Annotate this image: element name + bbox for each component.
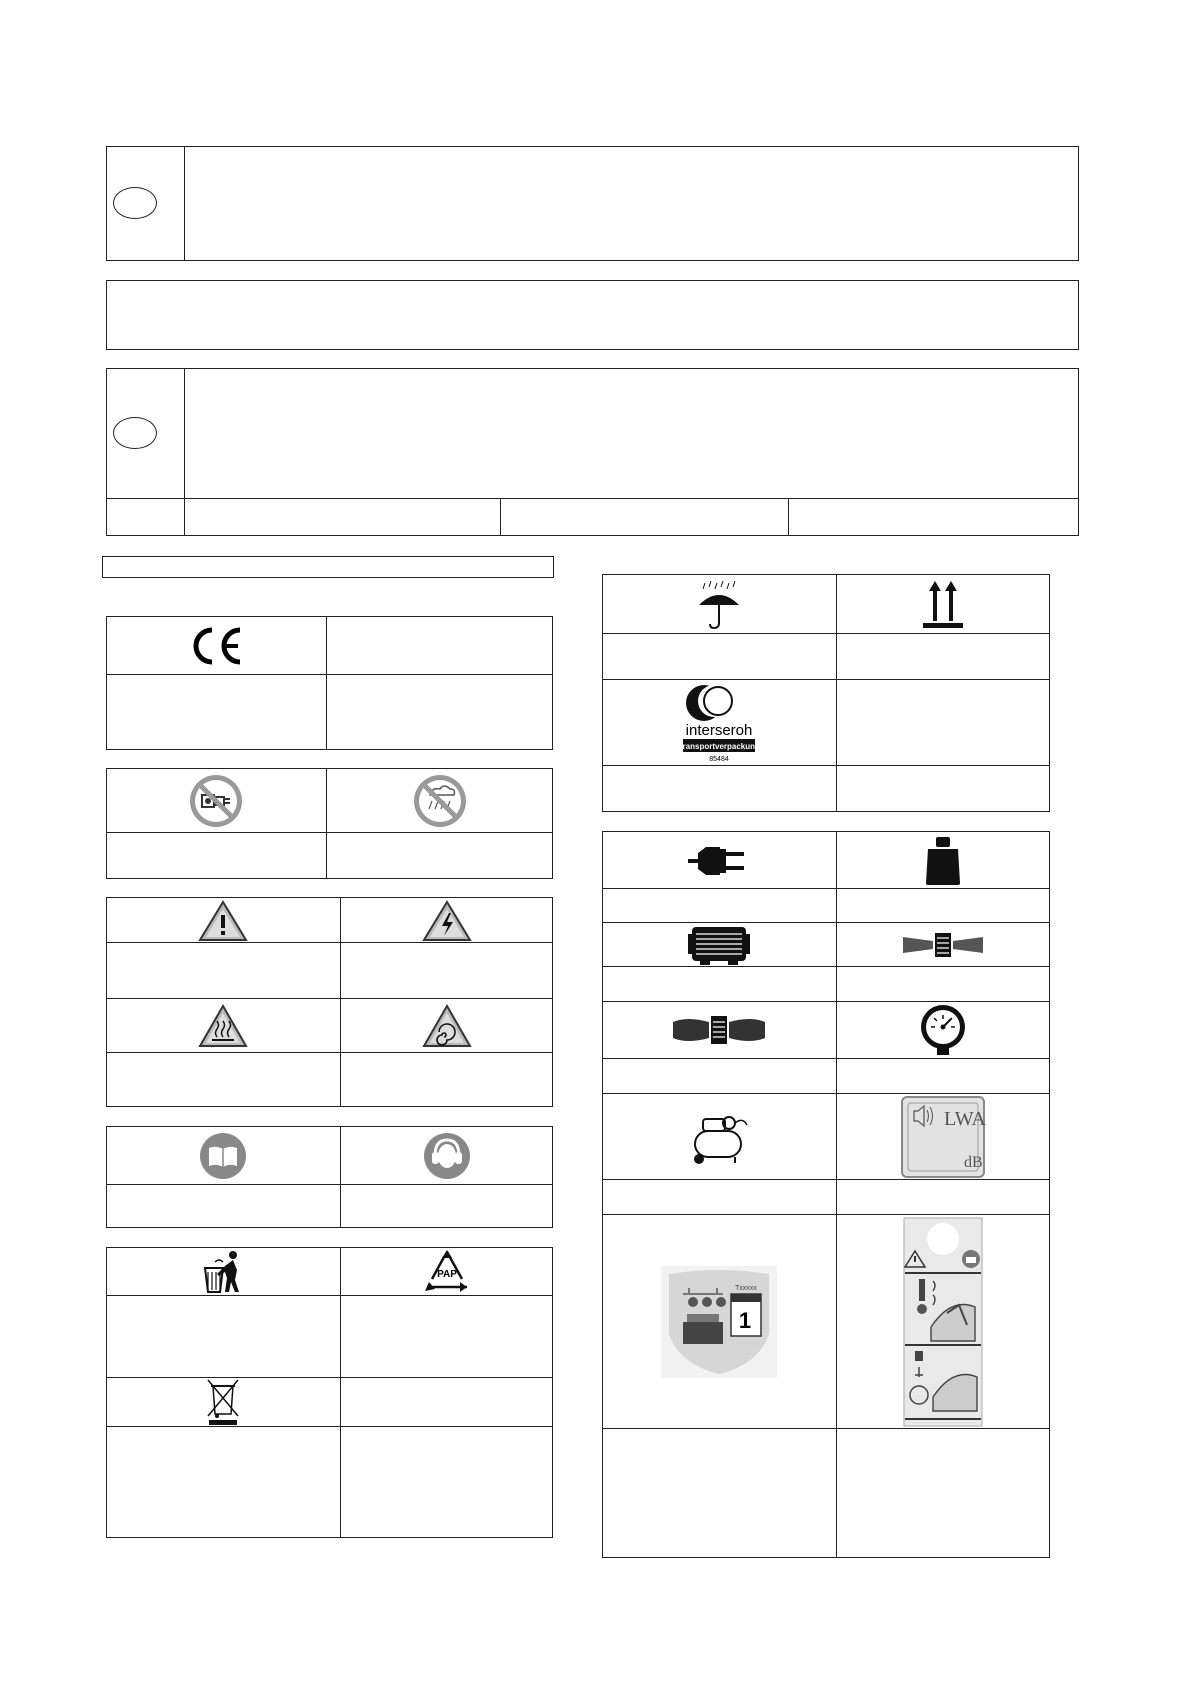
maintenance-small-text: Txxxxx (735, 1285, 757, 1292)
pressure-gauge-icon (836, 1002, 1050, 1058)
ce-mark-icon (106, 618, 326, 674)
ear-protection-icon (340, 1128, 553, 1184)
maintenance-number: 1 (738, 1308, 752, 1333)
interseroh-logo (602, 681, 836, 765)
crossed-out-bin-icon (106, 1378, 340, 1426)
interseroh-badge: Transportverpackung (678, 742, 760, 751)
header-box-1 (106, 146, 1079, 261)
recycle-pap-icon (340, 1249, 553, 1295)
power-plug-icon (602, 833, 836, 888)
weight-icon (836, 833, 1050, 888)
read-manual-icon (106, 1128, 340, 1184)
interseroh-code: 85484 (709, 756, 729, 763)
air-flow-large-icon (602, 1002, 836, 1058)
no-rain-exposure-icon (326, 770, 553, 832)
lwa-text: LWA (944, 1107, 986, 1130)
drain-instructions-label-icon (836, 1216, 1050, 1428)
sound-power-lwa-icon (836, 1094, 1050, 1179)
motor-icon (602, 923, 836, 966)
section-heading (102, 556, 554, 578)
keep-dry-umbrella-icon (602, 576, 836, 633)
automatic-start-icon (340, 999, 553, 1052)
air-flow-small-icon (836, 923, 1050, 966)
db-text: dB (964, 1153, 983, 1171)
maintenance-label-icon (602, 1216, 836, 1428)
language-circle-1 (113, 187, 157, 219)
pap-text: PAP (436, 1269, 457, 1280)
hot-surface-icon (106, 999, 340, 1052)
header-box-3 (106, 368, 1079, 536)
no-unplug-by-cable-icon (106, 770, 326, 832)
dispose-in-bin-icon (106, 1249, 340, 1295)
language-circle-2 (113, 417, 157, 449)
this-way-up-icon (836, 576, 1050, 633)
interseroh-name: interseroh (685, 722, 753, 739)
compressor-icon (602, 1094, 836, 1179)
electric-hazard-icon (340, 899, 553, 942)
header-box-2 (106, 280, 1079, 350)
general-warning-icon (106, 899, 340, 942)
